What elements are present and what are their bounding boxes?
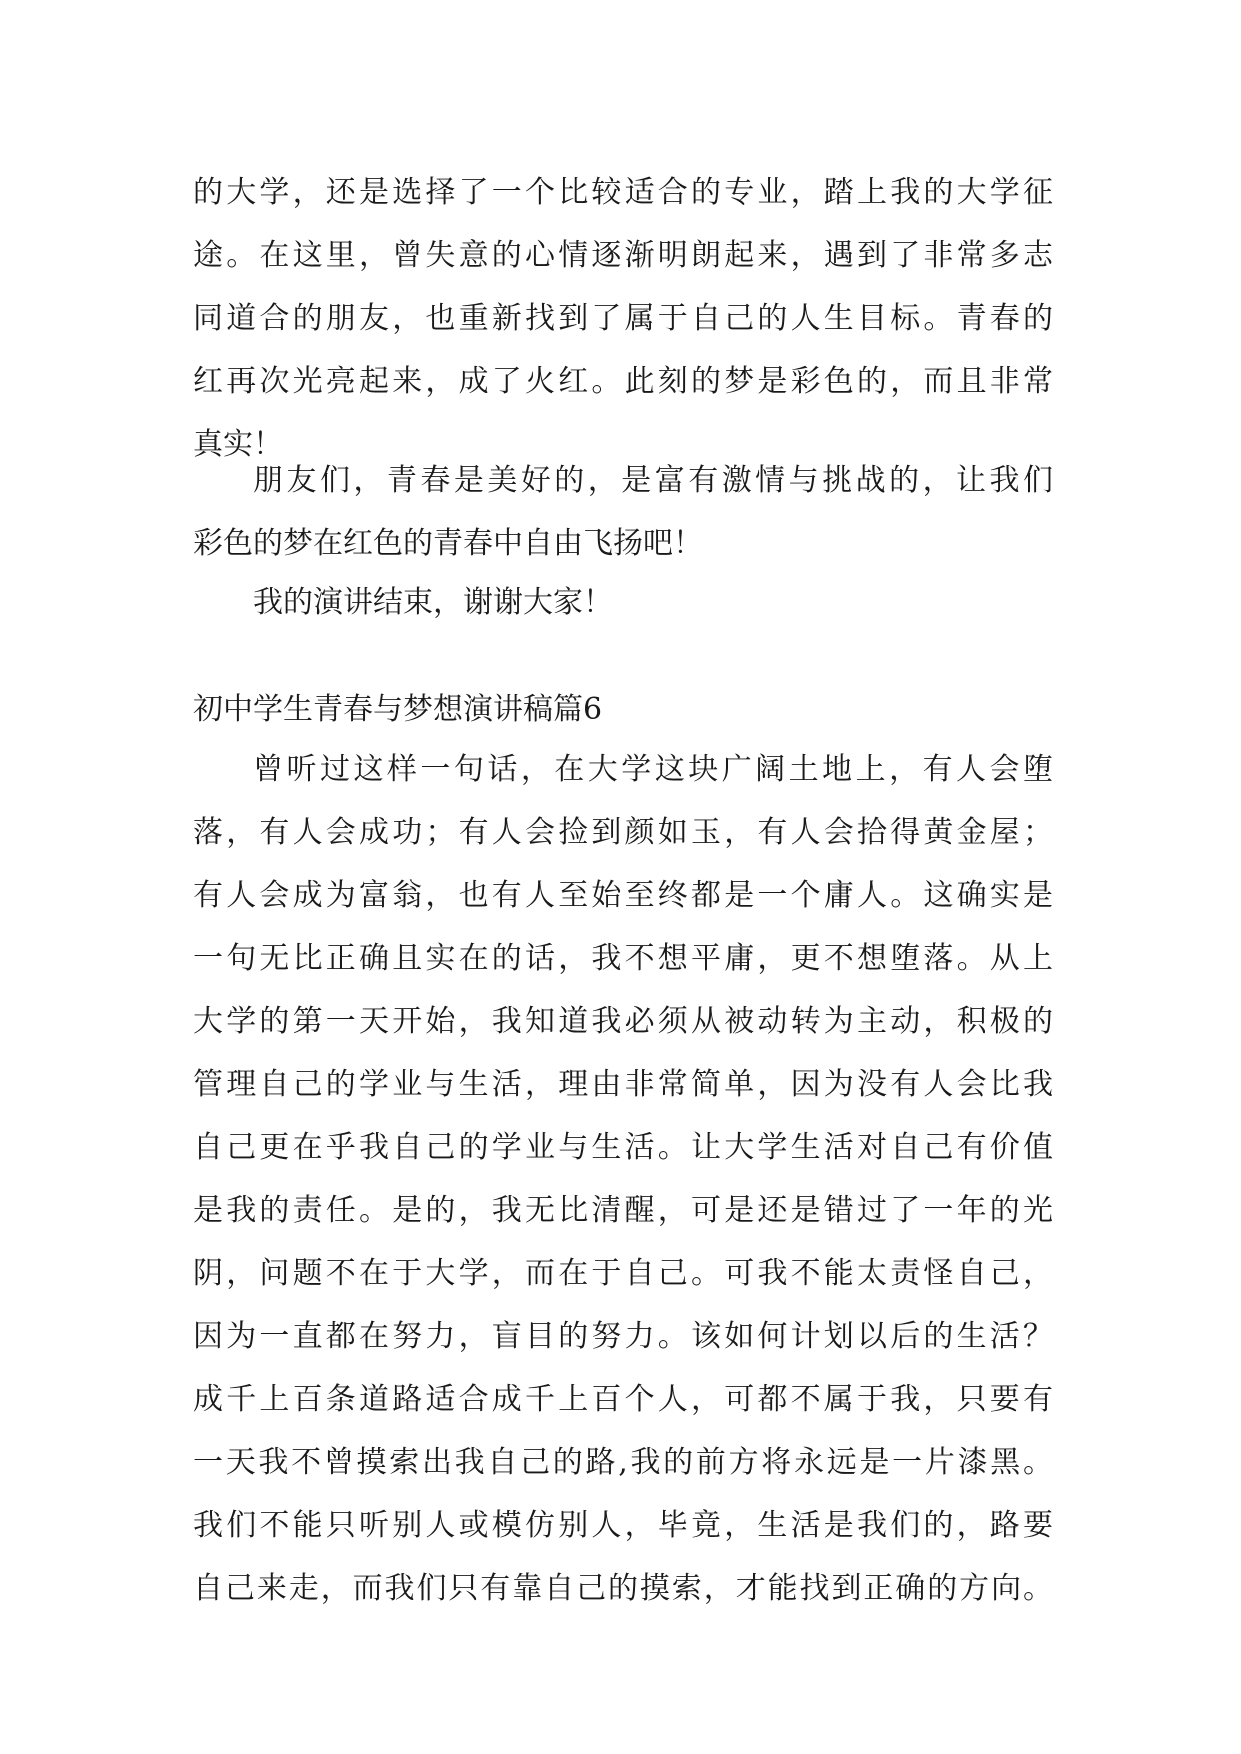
text-line: 大学的第一天开始，我知道我必须从被动转为主动，积极的: [193, 1004, 1053, 1039]
text-line: 曾听过这样一句话，在大学这块广阔土地上，有人会堕: [253, 752, 1053, 787]
text-line: 自己来走，而我们只有靠自己的摸索，才能找到正确的方向。: [193, 1571, 1053, 1606]
text-line: 朋友们，青春是美好的，是富有激情与挑战的，让我们: [253, 463, 1053, 498]
text-line: 管理自己的学业与生活，理由非常简单，因为没有人会比我: [193, 1067, 1053, 1102]
text-line: 同道合的朋友，也重新找到了属于自己的人生目标。青春的: [193, 301, 1053, 336]
text-line: 一句无比正确且实在的话，我不想平庸，更不想堕落。从上: [193, 941, 1053, 976]
text-line: 途。在这里，曾失意的心情逐渐明朗起来，遇到了非常多志: [193, 238, 1053, 273]
text-line: 自己更在乎我自己的学业与生活。让大学生活对自己有价值: [193, 1130, 1053, 1165]
text-line: 我们不能只听别人或模仿别人，毕竟，生活是我们的，路要: [193, 1508, 1053, 1543]
text-line: 我的演讲结束，谢谢大家！: [253, 585, 613, 620]
paragraph-section-6: [193, 738, 1053, 1620]
text-line: 是我的责任。是的，我无比清醒，可是还是错过了一年的光: [193, 1193, 1053, 1228]
text-line: 因为一直都在努力，盲目的努力。该如何计划以后的生活？: [193, 1319, 1053, 1354]
text-line: 彩色的梦在红色的青春中自由飞扬吧！: [193, 526, 703, 561]
text-line: 落，有人会成功；有人会捡到颜如玉，有人会拾得黄金屋；: [193, 815, 1053, 850]
text-line: 一天我不曾摸索出我自己的路,我的前方将永远是一片漆黑。: [193, 1445, 1053, 1480]
paragraph-friends: [193, 449, 1053, 575]
paragraph-closing: [193, 571, 1053, 634]
paragraph-continued: [193, 161, 1053, 476]
text-line: 有人会成为富翁，也有人至始至终都是一个庸人。这确实是: [193, 878, 1053, 913]
section-heading: 初中学生青春与梦想演讲稿篇6: [193, 692, 603, 727]
text-line: 阴，问题不在于大学，而在于自己。可我不能太责怪自己，: [193, 1256, 1053, 1291]
text-line: 红再次光亮起来，成了火红。此刻的梦是彩色的，而且非常: [193, 364, 1053, 399]
text-line: 真实！: [193, 427, 283, 462]
text-line: 的大学，还是选择了一个比较适合的专业，踏上我的大学征: [193, 175, 1053, 210]
text-line: 成千上百条道路适合成千上百个人，可都不属于我，只要有: [193, 1382, 1053, 1417]
